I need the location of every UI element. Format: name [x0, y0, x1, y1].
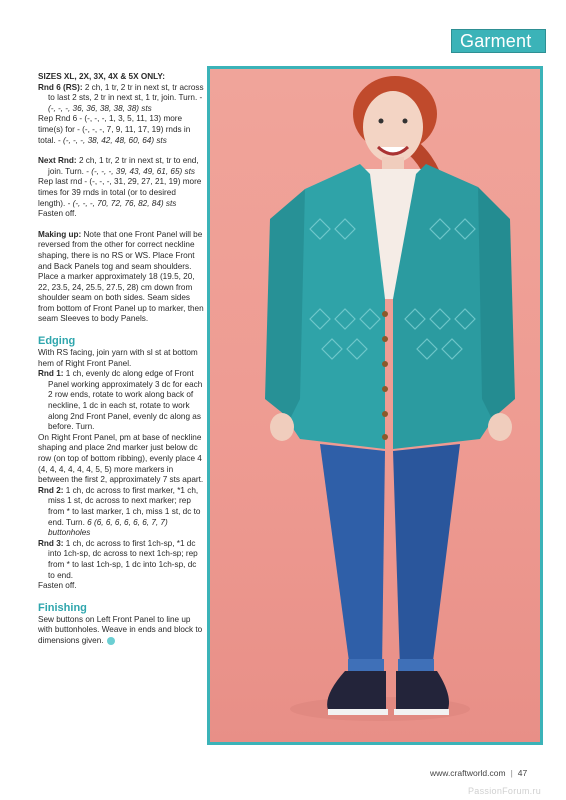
edging-rnd1 — [38, 369, 204, 433]
edging-markers: On Right Front Panel, pm at base of neckline shaping and place 2nd marker just below dc row (on top of bottom ribbing), evenly place 4 (4, 4, 4, 4, 4, 4, 5, 5) more markers in between the first 2, approximately 7 sts apart. — [38, 432, 204, 485]
section-tag: Garment — [451, 29, 546, 53]
rep1-text: Rep Rnd 6 - (-, -, -, 1, 3, 5, 11, 13) more time(s) for - (-, -, -, 7, 9, 11, 17, 19) rnds in total. - — [38, 114, 191, 145]
edging-intro: With RS facing, join yarn with sl st at bottom hem of Right Front Panel. — [38, 348, 198, 368]
edging-rnd1-text: 1 ch, evenly dc along edge of Front Panel working approximately 3 dc for each 2 row ends, rotate to work along back of neckline, 1 dc in each st, rotate to work along 2nd Front Panel, evenly dc along as before. Turn. — [48, 369, 203, 432]
finishing-text: Sew buttons on Left Front Panel to line up with buttonholes. Weave in ends and block to dimensions given. — [38, 614, 203, 645]
next-rnd-counts: (-, -, -, 39, 43, 49, 61, 65) sts — [91, 166, 195, 176]
model-photo — [207, 66, 543, 745]
making-up-marker-paragraph: Place a marker approximately 18 (19.5, 20, 22, 23.5, 24, 25.5, 27.5, 28) cm down from shoulder seam on both sides. Seam sides from bottom of Front Panel up to marker, then seam Sleeves to body Panels. — [38, 272, 204, 324]
page-footer: www.craftworld.com | 47 — [430, 768, 528, 778]
edging-rnd2-counts: 6 (6, 6, 6, 6, 6, 6, 7, 7) buttonholes — [48, 517, 168, 538]
end-bullet-icon — [107, 637, 115, 645]
pattern-column — [38, 72, 204, 647]
making-up-text: Note that one Front Panel will be reversed from the other for correct neckline shaping, there is no RS or WS. Place Front and Back Panels tog and seam shoulders. — [38, 229, 203, 271]
rep1-counts: (-, -, -, 38, 42, 48, 60, 64) sts — [63, 135, 167, 145]
edging-heading: Edging — [38, 335, 76, 348]
rep2-counts: (-, -, -, 70, 72, 76, 82, 84) sts — [72, 198, 177, 208]
rnd6-paragraph — [38, 83, 204, 115]
edging-rnd2 — [38, 486, 204, 539]
rnd6-text: 2 ch, 1 tr, 2 tr in next st, tr across to last 2 sts, 2 tr in next st, 1 tr, join. Turn. - — [48, 82, 204, 103]
making-up-label: Making up: — [38, 229, 82, 239]
edging-rnd2-label: Rnd 2: — [38, 485, 64, 495]
footer-url: www.craftworld.com — [430, 768, 506, 778]
finishing-heading: Finishing — [38, 601, 87, 614]
rep2-paragraph — [38, 177, 204, 209]
edging-rnd3 — [38, 539, 204, 581]
edging-rnd3-text: 1 ch, dc across to first 1ch-sp, *1 dc into 1ch-sp, dc across to next 1ch-sp; rep from * to last 1ch-sp, 1 dc into 1ch-sp, dc to end. — [48, 538, 198, 580]
page-number: 47 — [517, 768, 528, 778]
next-rnd-paragraph — [38, 156, 204, 177]
rep1-paragraph — [38, 114, 204, 146]
making-up-paragraph — [38, 230, 204, 272]
edging-rnd1-label: Rnd 1: — [38, 369, 64, 379]
fasten-off-1: Fasten off. — [38, 209, 77, 219]
sizes-heading: SIZES XL, 2X, 3X, 4X & 5X ONLY: — [38, 72, 165, 81]
edging-rnd2-text: 1 ch, dc across to first marker, *1 ch, miss 1 st, dc across to next marker; rep from * to last marker, 1 ch, miss 1 st, dc to end. Turn. — [48, 485, 201, 527]
rep2-text: Rep last rnd - (-, -, -, 31, 29, 27, 21, 19) more times for 39 rnds in total (or to desired length). - — [38, 177, 202, 208]
watermark: PassionForum.ru — [468, 786, 542, 796]
next-rnd-label: Next Rnd: — [38, 156, 77, 166]
edging-rnd3-label: Rnd 3: — [38, 538, 64, 548]
model-illustration — [210, 69, 540, 742]
rnd6-counts: (-, -, -, 36, 36, 38, 38, 38) sts — [48, 103, 152, 113]
rnd6-label: Rnd 6 (RS): — [38, 82, 83, 92]
fasten-off-2: Fasten off. — [38, 581, 77, 591]
next-rnd-text: 2 ch, 1 tr, 2 tr in next st, tr to end, join. Turn. - — [48, 156, 199, 176]
